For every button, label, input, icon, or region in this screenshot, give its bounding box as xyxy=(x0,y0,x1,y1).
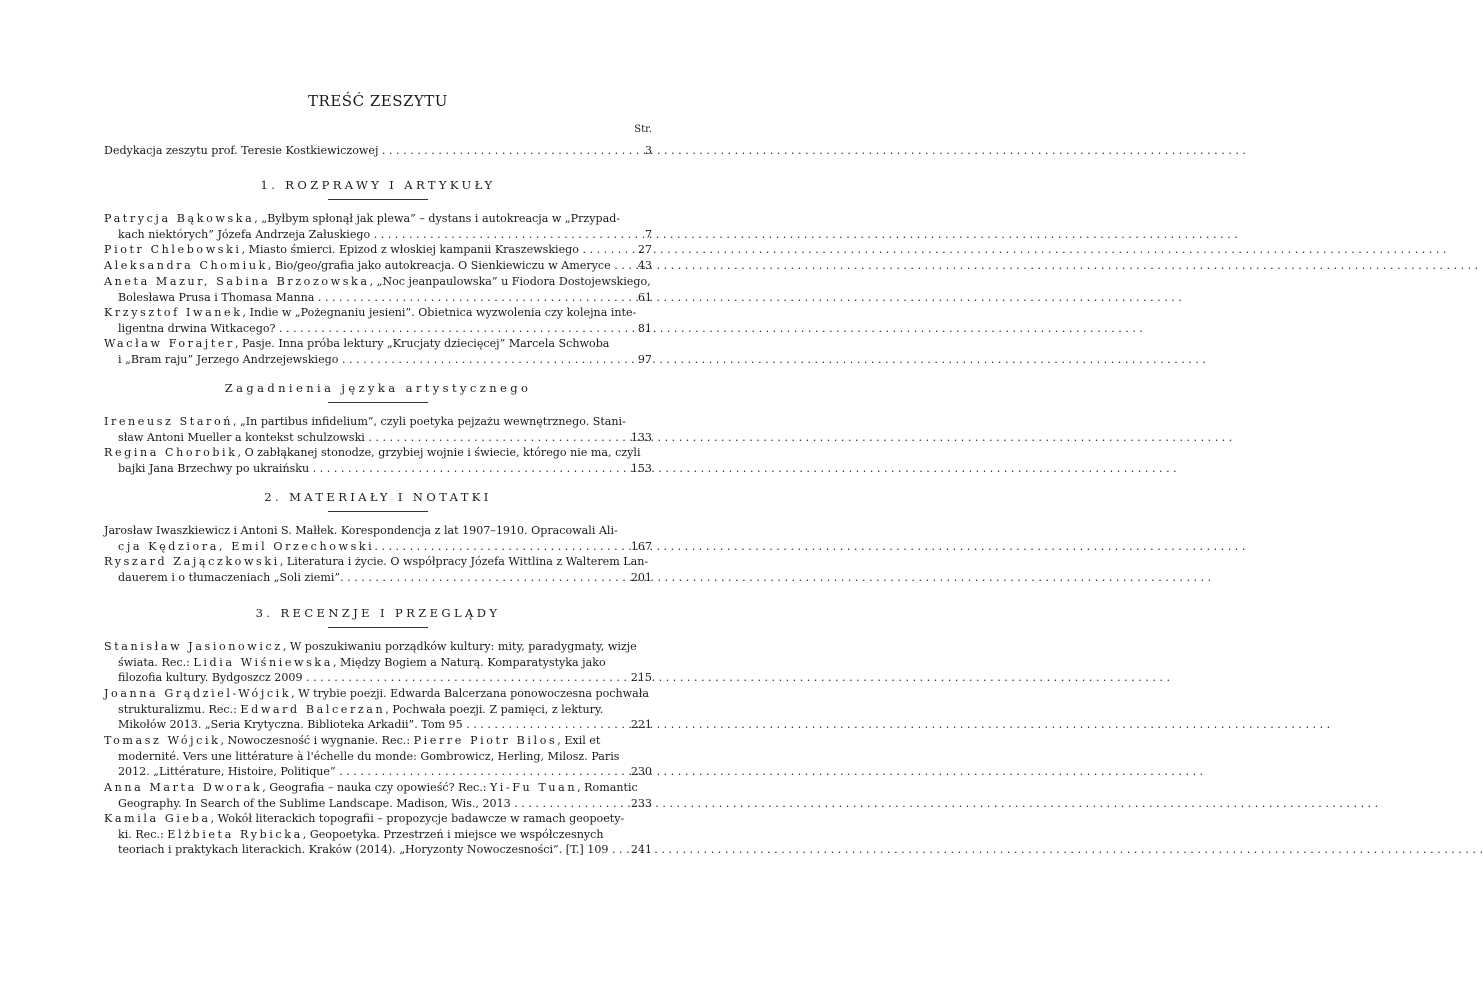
toc-entry xyxy=(104,733,652,780)
page-number: 7 xyxy=(644,227,652,241)
page-number: 167 xyxy=(630,539,652,553)
section-heading: 1. ROZPRAWY I ARTYKUŁY xyxy=(260,178,496,192)
author-name: Patrycja Bąkowska xyxy=(104,212,255,225)
entry-text: Bolesława Prusa i Thomasa Manna xyxy=(118,290,315,304)
author-name: Ireneusz Staroń xyxy=(104,415,233,428)
entry-text: ligentna drwina Witkacego? xyxy=(118,321,276,335)
entry-text: , W trybie poezji. Edwarda Balcerzana ponowoczesna pochwała xyxy=(291,687,649,700)
page-number: 215 xyxy=(630,671,652,684)
page-number: 81 xyxy=(637,321,652,335)
reviewed-author-name: Lidia Wiśniewska xyxy=(193,655,333,669)
author-name: Stanisław Jasionowicz xyxy=(104,640,283,653)
entry-line xyxy=(104,655,626,671)
section-rule xyxy=(328,402,428,403)
entry-text: ki. Rec.: xyxy=(118,827,168,841)
page-number: 230 xyxy=(630,765,652,778)
author-name: Joanna Grądziel-Wójcik xyxy=(104,687,292,700)
entry-line xyxy=(104,258,626,274)
toc-entry xyxy=(104,274,652,305)
entry-text: modernité. Vers une littérature à l'échelle du monde: Gombrowicz, Herling, Milosz. Paris xyxy=(118,749,620,763)
entry-line xyxy=(104,842,626,858)
entry-line xyxy=(104,811,626,827)
entry-text: , „Noc jeanpaulowska” u Fiodora Dostojewskiego, xyxy=(369,275,651,288)
entry-line xyxy=(104,211,626,227)
entry-text: sław Antoni Mueller a kontekst schulzowski xyxy=(118,430,365,444)
author-name: Krzysztof Iwanek xyxy=(104,306,243,319)
entry-text: , Pochwała poezji. Z pamięci, z lektury. xyxy=(385,702,604,716)
entry-line xyxy=(104,827,626,843)
section-rule xyxy=(328,627,428,628)
page-number: 133 xyxy=(630,430,652,444)
toc-entry xyxy=(104,686,652,733)
entry-line xyxy=(104,445,641,461)
entry-text: , Wokół literackich topografii – propozycje badawcze w ramach geopoety- xyxy=(210,812,625,825)
toc-entry xyxy=(104,523,652,554)
entry-text: dauerem i o tłumaczeniach „Soli ziemi”. xyxy=(118,570,344,584)
toc-entry xyxy=(104,554,652,585)
entry-text: , Indie w „Pożegnaniu jesieni”. Obietnica wyzwolenia czy kolejna inte- xyxy=(242,306,637,319)
entry-text: , „Byłbym spłonął jak plewa” – dystans i autokreacja w „Przypad- xyxy=(254,212,621,225)
entry-line xyxy=(104,717,626,733)
reviewed-author-name: Elżbieta Rybicka xyxy=(167,827,303,841)
toc-entry xyxy=(104,211,652,242)
entry-text: , Exil et xyxy=(557,734,601,747)
reviewed-author-name: Yi-Fu Tuan xyxy=(490,781,578,794)
author-name: Aneta Mazur, Sabina Brzozowska xyxy=(104,275,370,288)
toc-entry xyxy=(104,811,652,858)
entry-text: bajki Jana Brzechwy po ukraińsku xyxy=(118,461,310,475)
author-name: Ryszard Zajączkowski xyxy=(104,555,280,568)
author-name: Kamila Gieba xyxy=(104,812,211,825)
entry-text: , O zabłąkanej stonodze, grzybiej wojnie i świecie, którego nie ma, czyli xyxy=(237,446,641,459)
toc-entry xyxy=(104,258,652,274)
entry-text: świata. Rec.: xyxy=(118,655,194,669)
page-number: 233 xyxy=(630,796,652,810)
entry-line xyxy=(104,670,626,686)
entry-line xyxy=(104,554,649,570)
entry-text: , Geopoetyka. Przestrzeń i miejsce we współczesnych xyxy=(302,827,604,841)
section-heading: 3. RECENZJE I PRZEGLĄDY xyxy=(255,606,501,620)
entry-line xyxy=(104,352,626,368)
page-column-label: Str. xyxy=(634,124,652,135)
entry-text: , Miasto śmierci. Epizod z włoskiej kampanii Kraszewskiego xyxy=(241,243,579,256)
dedication-text: Dedykacja zeszytu prof. Teresie Kostkiewiczowej . . . xyxy=(104,143,626,159)
entry-line xyxy=(104,539,626,555)
section-heading: Zagadnienia języka artystycznego xyxy=(224,381,532,395)
reviewed-author-name: Pierre Piotr Bilos xyxy=(413,734,558,747)
entry-text: , Romantic xyxy=(577,781,638,794)
entry-line xyxy=(104,290,626,306)
page-number: 153 xyxy=(630,461,652,475)
entry-text: i „Bram raju” Jerzego Andrzejewskiego xyxy=(118,352,339,366)
entry-text: . xyxy=(374,539,378,553)
entry-line xyxy=(104,430,626,446)
toc-entry xyxy=(104,780,652,811)
entry-line xyxy=(104,733,626,749)
entry-text: Geography. In Search of the Sublime Landscape. Madison, Wis., 2013 xyxy=(118,796,511,810)
page-number: 97 xyxy=(637,352,652,366)
page-number: 27 xyxy=(637,243,652,256)
entry-text: Jarosław Iwaszkiewicz i Antoni S. Małłek. Korespondencja z lat 1907–1910. Opracowali Ali- xyxy=(104,524,618,537)
author-name: Piotr Chlebowski xyxy=(104,243,242,256)
entry-line xyxy=(104,227,626,243)
entry-text: 2012. „Littérature, Histoire, Politique” xyxy=(118,765,336,778)
entry-line xyxy=(104,686,649,702)
reviewed-author-name: Edward Balcerzan xyxy=(240,702,386,716)
page-number: 61 xyxy=(637,290,652,304)
dedication-page: 3 xyxy=(644,144,652,157)
toc-entry xyxy=(104,336,652,367)
entry-text: teoriach i praktykach literackich. Kraków (2014). „Horyzonty Nowoczesności”. [T.] 109 . xyxy=(118,843,616,856)
page-number: 201 xyxy=(630,570,652,584)
entry-line xyxy=(104,461,626,477)
entry-line xyxy=(104,523,626,539)
entry-text: strukturalizmu. Rec.: xyxy=(118,702,241,716)
entry-line xyxy=(104,764,626,780)
author-name: Anna Marta Dworak xyxy=(104,781,263,794)
page-title: TREŚĆ ZESZYTU xyxy=(308,92,448,110)
entry-line xyxy=(104,702,626,718)
toc-entry xyxy=(104,414,652,445)
author-name: Tomasz Wójcik xyxy=(104,734,221,747)
entry-text: , Między Bogiem a Naturą. Komparatystyka jako xyxy=(332,655,606,669)
entry-text: filozofia kultury. Bydgoszcz 2009 xyxy=(118,671,303,684)
entry-line xyxy=(104,780,638,796)
toc-entry xyxy=(104,639,652,686)
dedication-entry xyxy=(104,143,652,159)
section-heading: 2. MATERIAŁY I NOTATKI xyxy=(264,490,492,504)
section-rule xyxy=(328,511,428,512)
entry-text: , Nowoczesność i wygnanie. Rec.: xyxy=(220,734,414,747)
entry-text: , Literatura i życie. O współpracy Józefa Wittlina z Walterem Lan- xyxy=(279,555,649,568)
author-name: Regina Chorobik xyxy=(104,446,238,459)
entry-line xyxy=(104,639,637,655)
page-number: 43 xyxy=(637,259,652,272)
entry-line xyxy=(104,242,626,258)
entry-line xyxy=(104,336,626,352)
entry-text: , Pasje. Inna próba lektury „Krucjaty dziecięcej” Marcela Schwoba xyxy=(234,337,610,350)
entry-line xyxy=(104,305,637,321)
entry-line xyxy=(104,749,626,765)
entry-line xyxy=(104,796,626,812)
entry-line xyxy=(104,414,626,430)
author-name: cja Kędziora, Emil Orzechowski xyxy=(118,539,375,553)
entry-text: Mikołów 2013. „Seria Krytyczna. Biblioteka Arkadii”. Tom 95 xyxy=(118,718,463,731)
author-name: Aleksandra Chomiuk xyxy=(104,259,268,272)
entry-line xyxy=(104,321,626,337)
entry-line xyxy=(104,274,651,290)
page-number: 241 xyxy=(630,843,652,856)
entry-text: kach niektórych” Józefa Andrzeja Załuskiego xyxy=(118,227,371,241)
entry-text: , „In partibus infidelium”, czyli poetyka pejzażu wewnętrznego. Stani- xyxy=(232,415,626,428)
toc-entry xyxy=(104,242,652,258)
author-name: Wacław Forajter xyxy=(104,337,235,350)
toc-entry xyxy=(104,445,652,476)
entry-text: , Geografia – nauka czy opowieść? Rec.: xyxy=(262,781,491,794)
entry-text: , W poszukiwaniu porządków kultury: mity, paradygmaty, wizje xyxy=(282,640,637,653)
entry-text: , Bio/geo/grafia jako autokreacja. O Sienkiewiczu w Ameryce xyxy=(267,259,611,272)
page-number: 221 xyxy=(630,718,652,731)
section-rule xyxy=(328,199,428,200)
toc-entry xyxy=(104,305,652,336)
entry-line xyxy=(104,570,626,586)
